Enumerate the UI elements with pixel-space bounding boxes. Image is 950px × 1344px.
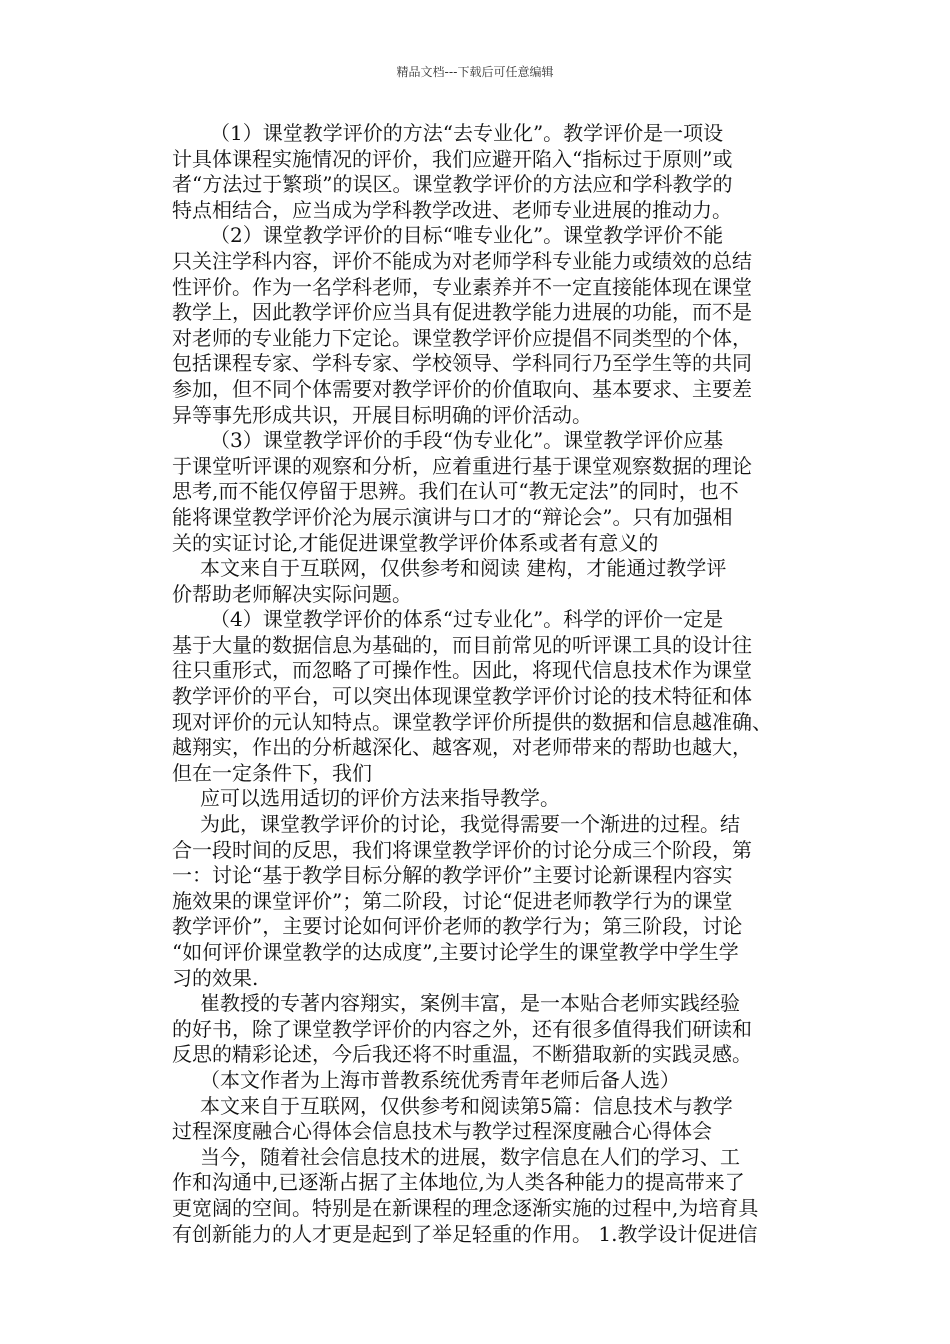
text-line: 只关注学科内容，评价不能成为对老师学科专业能力或绩效的总结 <box>172 248 752 273</box>
text-line: （2）课堂教学评价的目标“唯专业化”。课堂教学评价不能 <box>210 223 724 248</box>
text-line: 现对评价的元认知特点。课堂教学评价所提供的数据和信息越准确、 <box>172 709 772 734</box>
text-line: “如何评价课堂教学的达成度”,主要讨论学生的课堂教学中学生学 <box>172 940 739 964</box>
text-line: 反思的精彩论述，今后我还将不时重温，不断猎取新的实践灵感。 <box>172 1042 752 1067</box>
text-line: 越翔实，作出的分析越深化、越客观，对老师带来的帮助也越大， <box>172 735 752 760</box>
text-line: 崔教授的专著内容翔实，案例丰富，是一本贴合老师实践经验 <box>200 991 740 1016</box>
text-line: 能将课堂教学评价沦为展示演讲与口才的“辩论会”。只有加强相 <box>172 504 733 529</box>
text-line: 异等事先形成共识，开展目标明确的评价活动。 <box>172 402 592 427</box>
text-line: 本文来自于互联网，仅供参考和阅读 建构，才能通过教学评 <box>200 556 727 581</box>
text-line: 教学评价”，主要讨论如何评价老师的教学行为；第三阶段，讨论 <box>172 914 743 939</box>
text-line: 但在一定条件下，我们 <box>172 760 372 785</box>
text-line: 性评价。作为一名学科老师，专业素养并不一定直接能体现在课堂 <box>172 274 752 299</box>
text-line: （3）课堂教学评价的手段“伪专业化”。课堂教学评价应基 <box>210 428 724 453</box>
text-line: 者“方法过于繁琐”的误区。课堂教学评价的方法应和学科教学的 <box>172 172 733 197</box>
text-line: 对老师的专业能力下定论。课堂教学评价应提倡不同类型的个体， <box>172 325 752 350</box>
text-line: 基于大量的数据信息为基础的，而目前常见的听评课工具的设计往 <box>172 632 752 657</box>
text-line: 过程深度融合心得体会信息技术与教学过程深度融合心得体会 <box>172 1119 712 1144</box>
text-line: 施效果的课堂评价”；第二阶段，讨论“促进老师教学行为的课堂 <box>172 888 733 913</box>
text-line: 思考,而不能仅停留于思辨。我们在认可“教无定法”的同时，也不 <box>172 479 739 504</box>
text-line: 的好书，除了课堂教学评价的内容之外，还有很多值得我们研读和 <box>172 1016 752 1041</box>
text-line: 教学评价的平台，可以突出体现课堂教学评价讨论的技术特征和体 <box>172 684 752 709</box>
text-line: 作和沟通中,已逐渐占据了主体地位,为人类各种能力的提高带来了 <box>172 1170 745 1195</box>
text-line: 更宽阔的空间。特别是在新课程的理念逐渐实施的过程中,为培育具 <box>172 1195 759 1220</box>
text-line: （本文作者为上海市普教系统优秀青年老师后备人选） <box>200 1067 680 1092</box>
text-line: 特点相结合，应当成为学科教学改进、老师专业进展的推动力。 <box>172 197 732 222</box>
text-line: 有创新能力的人才更是起到了举足轻重的作用。 1.教学设计促进信 <box>172 1221 758 1246</box>
page-header: 精品文档---下载后可任意编辑 <box>396 65 554 79</box>
text-line: 计具体课程实施情况的评价，我们应避开陷入“指标过于原则”或 <box>172 146 733 171</box>
text-line: 参加，但不同个体需要对教学评价的价值取向、基本要求、主要差 <box>172 376 752 401</box>
text-line: （1）课堂教学评价的方法“去专业化”。教学评价是一项设 <box>210 121 724 145</box>
text-line: 于课堂听评课的观察和分析，应着重进行基于课堂观察数据的理论 <box>172 453 752 478</box>
text-line: 应可以选用适切的评价方法来指导教学。 <box>200 786 560 811</box>
text-line: 包括课程专家、学科专家、学校领导、学科同行乃至学生等的共同 <box>172 351 752 376</box>
text-line: 当今，随着社会信息技术的进展，数字信息在人们的学习、工 <box>200 1144 740 1169</box>
text-line: 合一段时间的反思，我们将课堂教学评价的讨论分成三个阶段，第 <box>172 837 752 862</box>
text-line: 价帮助老师解决实际问题。 <box>172 581 412 606</box>
text-line: 教学上，因此教学评价应当具有促进教学能力进展的功能，而不是 <box>172 300 752 325</box>
text-line: 习的效果. <box>172 965 259 990</box>
document-body <box>172 121 786 1247</box>
text-line: 为此，课堂教学评价的讨论，我觉得需要一个渐进的过程。结 <box>200 812 740 837</box>
text-line: 本文来自于互联网，仅供参考和阅读第5篇：信息技术与教学 <box>200 1093 733 1118</box>
text-line: （4）课堂教学评价的体系“过专业化”。科学的评价一定是 <box>210 607 724 632</box>
text-line: 一：讨论“基于教学目标分解的教学评价”主要讨论新课程内容实 <box>172 863 733 888</box>
text-line: 关的实证讨论,才能促进课堂教学评价体系或者有意义的 <box>172 530 659 555</box>
text-line: 往只重形式，而忽略了可操作性。因此，将现代信息技术作为课堂 <box>172 658 752 683</box>
